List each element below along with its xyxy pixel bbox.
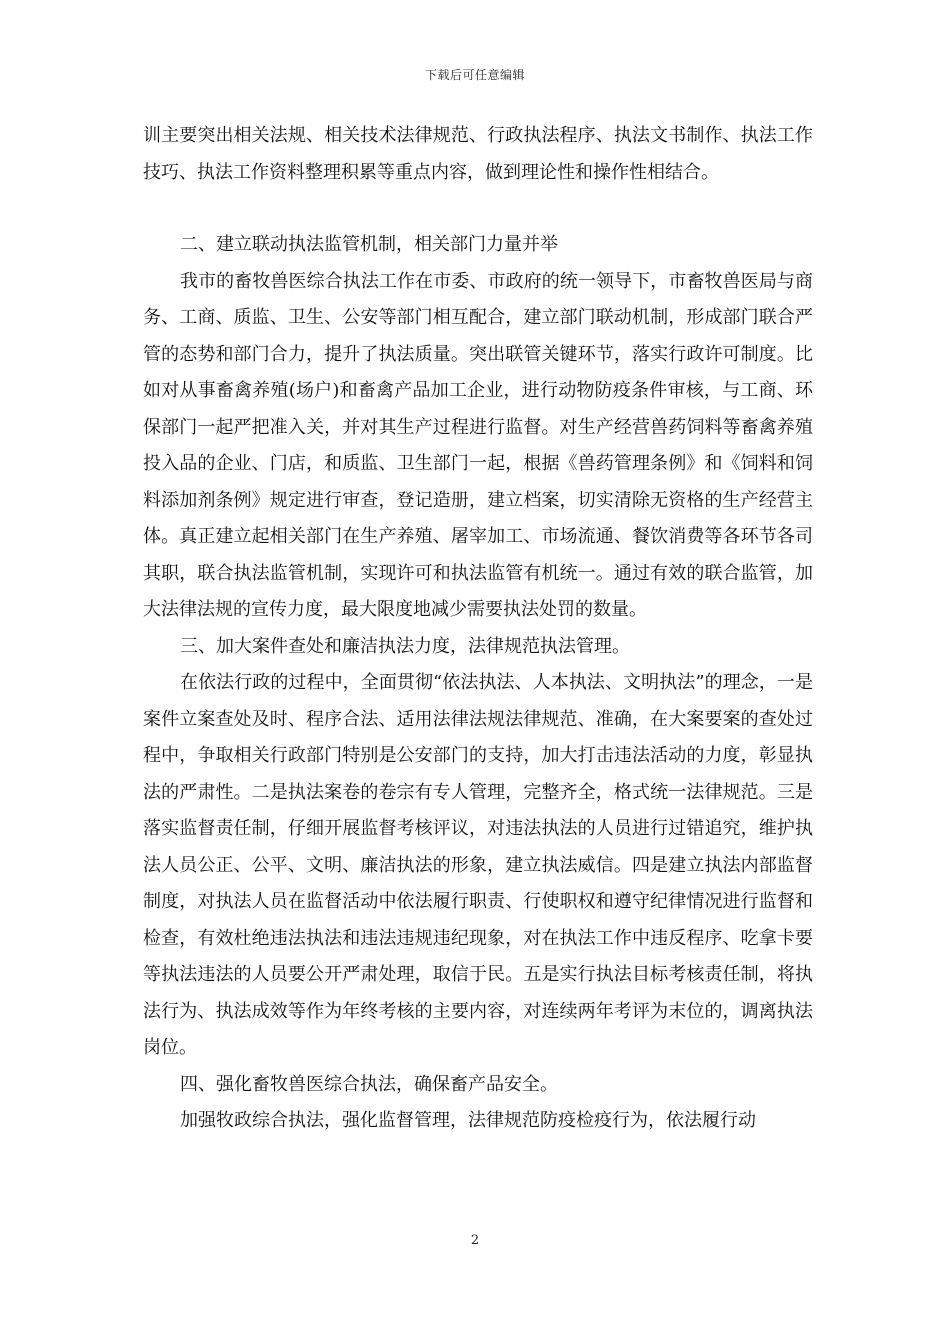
document-body [143,118,813,1140]
paragraph-continued: 训主要突出相关法规、相关技术法律规范、行政执法程序、执法文书制作、执法工作技巧、执法工作资料整理积累等重点内容，做到理论性和操作性相结合。 [143,125,813,183]
page-header: 下载后可任意编辑 [424,68,525,82]
paragraph-case-handling: 在依法行政的过程中，全面贯彻“依法执法、人本执法、文明执法”的理念，一是案件立案查处及时、程序合法、适用法律法规法律规范、准确，在大案要案的查处过程中，争取相关行政部门特别是公安部门的支持，加大打击违法活动的力度，彰显执法的严肃性。二是执法案卷的卷宗有专人管理，完整齐全，格式统一法律规范。三是落实监督责任制，仔细开展监督考核评议，对违法执法的人员进行过错追究，维护执法人员公正、公平、文明、廉洁执法的形象，建立执法威信。四是建立执法内部监督制度，对执法人员在监督活动中依法履行职责、行使职权和遵守纪律情况进行监督和检查，有效杜绝违法执法和违法违规违纪现象，对在执法工作中违反程序、吃拿卡要等执法违法的人员要公开严肃处理，取信于民。五是实行执法目标考核责任制，将执法行为、执法成效等作为年终考核的主要内容，对连续两年考评为末位的，调离执法岗位。 [143,672,813,1058]
section-heading-4: 四、强化畜牧兽医综合执法，确保畜产品安全。 [180,1073,558,1095]
page-number: 2 [470,1233,480,1248]
section-heading-2: 二、建立联动执法监管机制，相关部门力量并举 [180,234,558,255]
paragraph-strengthen-enforcement: 加强牧政综合执法，强化监督管理，法律规范防疫检疫行为，依法履行动 [180,1110,756,1131]
section-heading-3: 三、加大案件查处和廉洁执法力度，法律规范执法管理。 [180,635,630,657]
paragraph-joint-enforcement: 我市的畜牧兽医综合执法工作在市委、市政府的统一领导下，市畜牧兽医局与商务、工商、质监、卫生、公安等部门相互配合，建立部门联动机制，形成部门联合严管的态势和部门合力，提升了执法质量。突出联管关键环节，落实行政许可制度。比如对从事畜禽养殖(场户)和畜禽产品加工企业，进行动物防疫条件审核，与工商、环保部门一起严把准入关，并对其生产过程进行监督。对生产经营兽药饲料等畜禽养殖投入品的企业、门店，和质监、卫生部门一起，根据《兽药管理条例》和《饲料和饲料添加剂条例》规定进行审查，登记造册，建立档案，切实清除无资格的生产经营主体。真正建立起相关部门在生产养殖、屠宰加工、市场流通、餐饮消费等各环节各司其职，联合执法监管机制，实现许可和执法监管有机统一。通过有效的联合监管，加大法律法规的宣传力度，最大限度地减少需要执法处罚的数量。 [143,270,813,620]
